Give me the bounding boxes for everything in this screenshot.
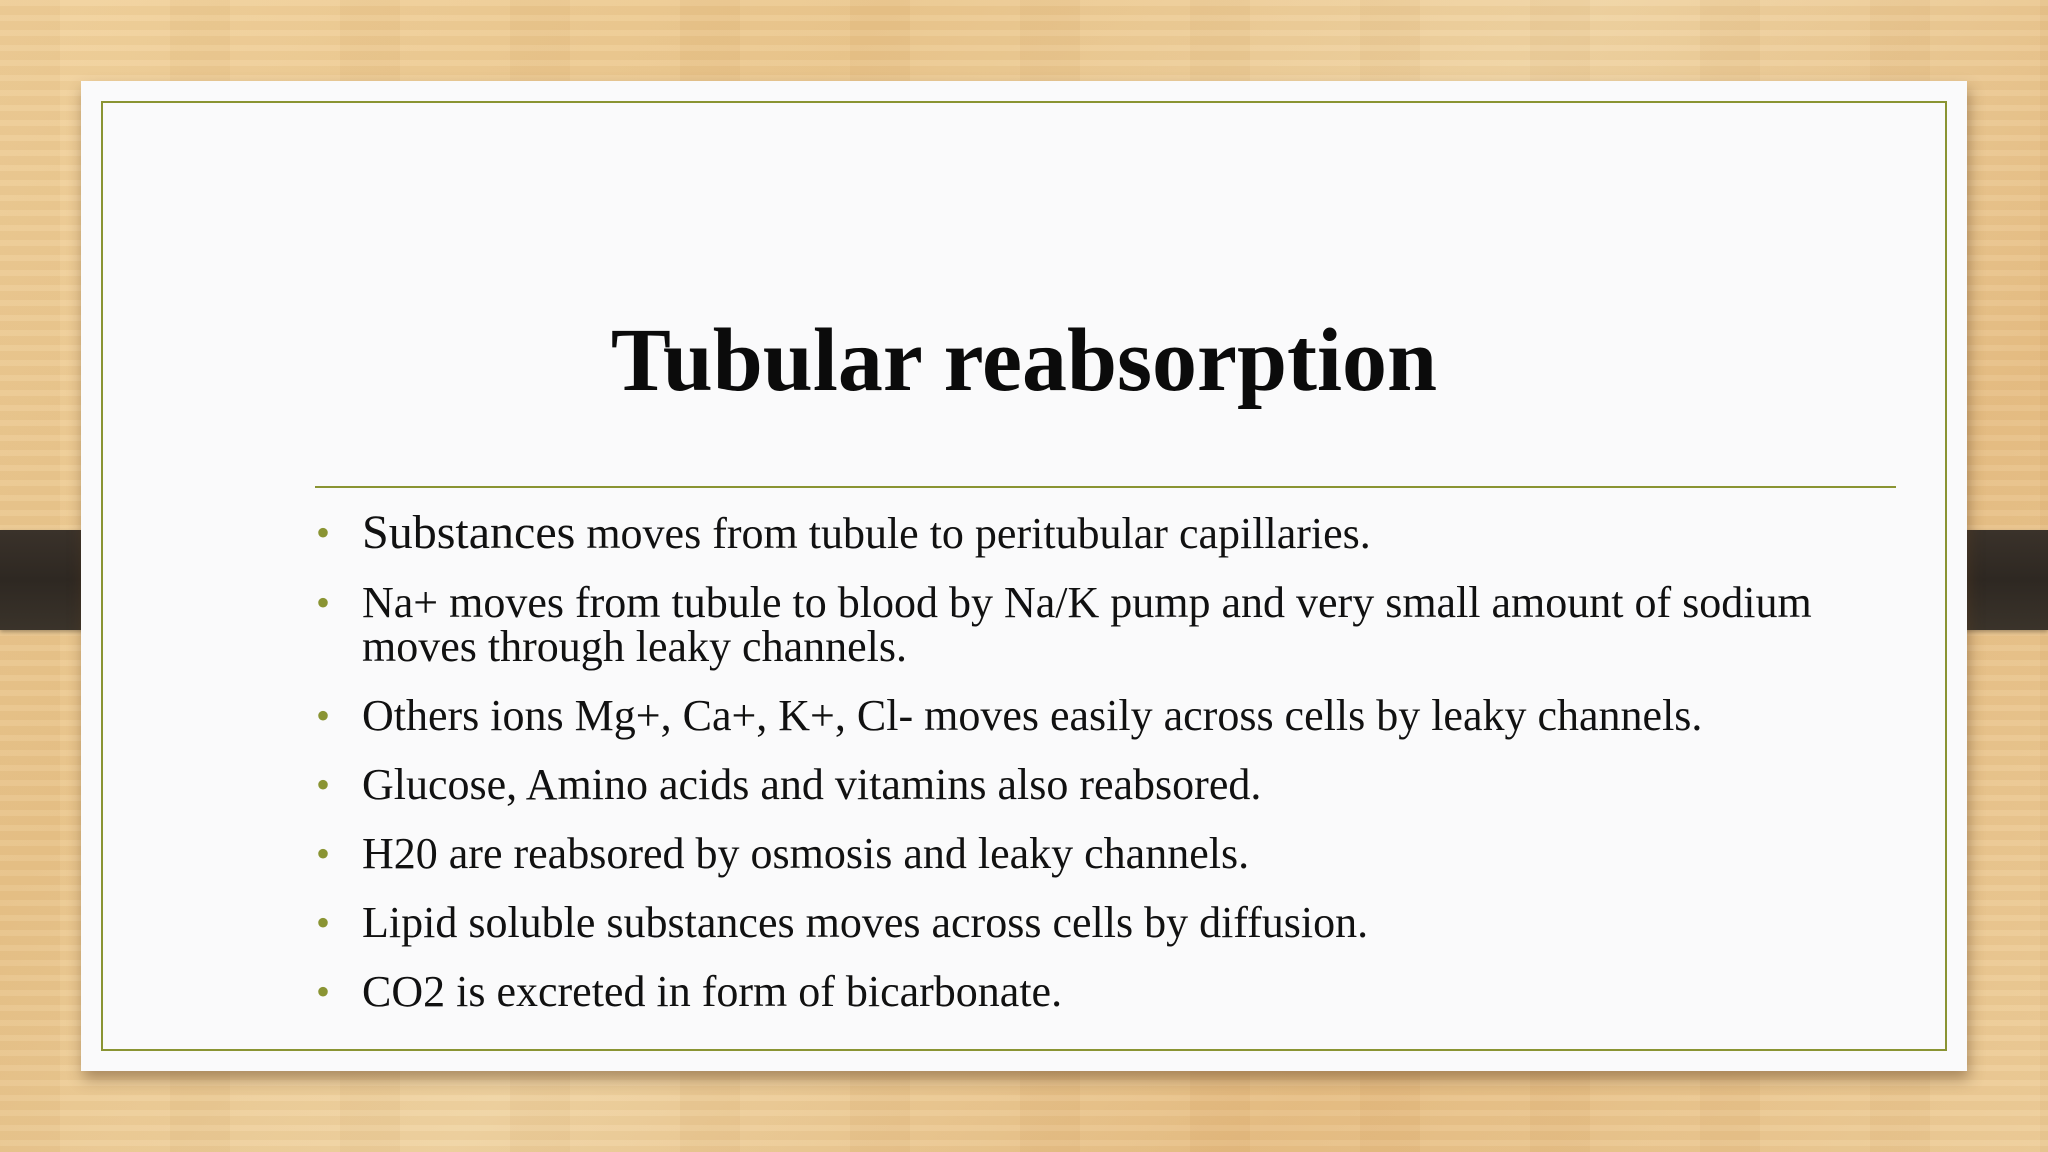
bullet-text: Lipid soluble substances moves across cells by diffusion. bbox=[362, 898, 1369, 947]
bullet-text: Others ions Mg+, Ca+, K+, Cl- moves easily across cells by leaky channels. bbox=[362, 691, 1703, 740]
bullet-lead-text: Substances bbox=[362, 506, 576, 559]
slide-card bbox=[81, 81, 1967, 1071]
bullet-text: H20 are reabsored by osmosis and leaky channels. bbox=[362, 829, 1250, 878]
bullet-text: CO2 is excreted in form of bicarbonate. bbox=[362, 967, 1063, 1016]
bullet-dot-icon: • bbox=[316, 580, 331, 625]
title-divider bbox=[315, 486, 1896, 488]
slide-title: Tubular reabsorption bbox=[610, 311, 1438, 410]
bullet-dot-icon: • bbox=[316, 969, 331, 1014]
bullet-dot-icon: • bbox=[316, 762, 331, 807]
bullet-item bbox=[316, 898, 1876, 947]
bullet-list bbox=[316, 506, 1876, 1039]
bullet-text: moves from tubule to peritubular capillaries. bbox=[575, 509, 1371, 558]
bullet-dot-icon: • bbox=[316, 900, 331, 945]
bullet-text: Glucose, Amino acids and vitamins also reabsored. bbox=[362, 760, 1262, 809]
bullet-dot-icon: • bbox=[316, 510, 331, 555]
bullet-item bbox=[316, 760, 1876, 809]
bullet-dot-icon: • bbox=[316, 831, 331, 876]
bullet-item bbox=[316, 506, 1876, 559]
bullet-item bbox=[316, 829, 1876, 878]
bullet-item bbox=[316, 967, 1876, 1016]
bullet-item bbox=[316, 691, 1876, 740]
bullet-dot-icon: • bbox=[316, 693, 331, 738]
bullet-item bbox=[316, 578, 1876, 671]
bullet-text: Na+ moves from tubule to blood by Na/K pump and very small amount of sodium moves through leaky channels. bbox=[362, 578, 1812, 671]
